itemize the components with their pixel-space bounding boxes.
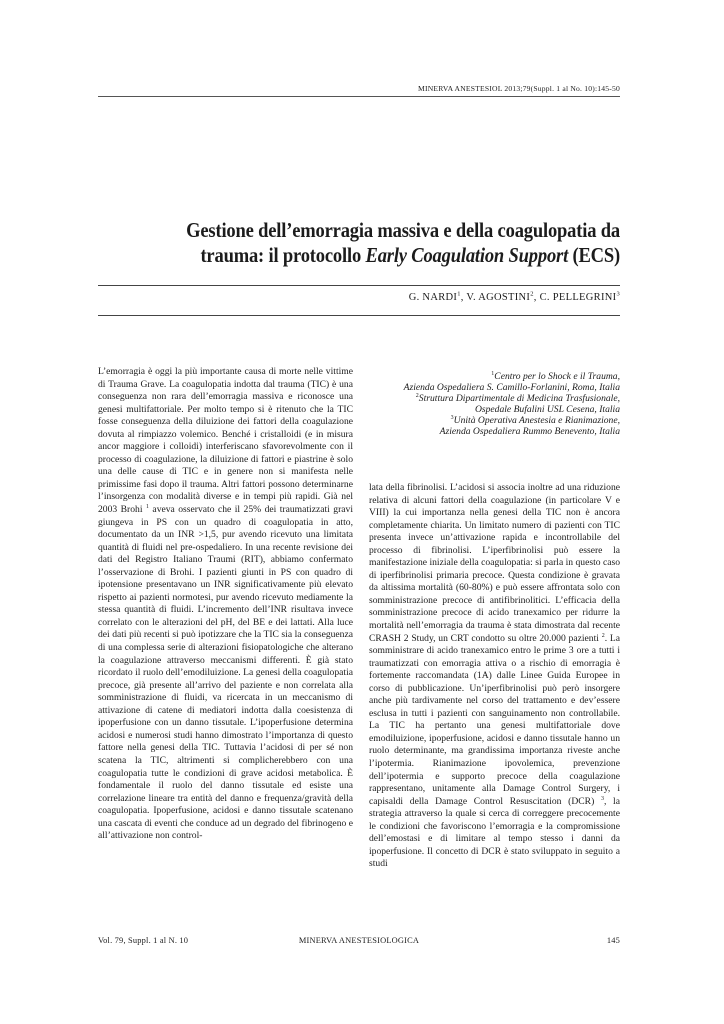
affiliation-line: Azienda Ospedaliera S. Camillo-Forlanini, Roma, Italia xyxy=(403,382,620,393)
page-number: 145 xyxy=(606,936,620,945)
journal-reference: MINERVA ANESTESIOL 2013;79(Suppl. 1 al No. 10):145-50 xyxy=(418,84,620,93)
title-line-1: Gestione dell’emorragia massiva e della coagulopatia da xyxy=(186,220,620,242)
affiliation-line: Struttura Dipartimentale di Medicina Trasfusionale, xyxy=(418,393,620,404)
affiliation-mark: 1 xyxy=(491,370,495,377)
body-text: L’emorragia è oggi la più importante causa di morte nelle vittime di Trauma Grave. La coagulopatia indotta dal trauma (TIC) è una conseguenza non rara dell’emorragia massiva e riconosce una genesi multifattoriale. Per molto tempo si è ritenuto che la TIC fosse conseguenza della diluizione dei fattori della coagulazione dovuta al rimpiazzo volemico. Benché i cristalloidi (e in misura ancor maggiore i colloidi) interferiscano sfavorevolmente con il processo di coagulazione, la diluizione di fattori e piastrine è solo una delle cause di TIC e in genere non si manifesta nelle primissime fasi dopo il trauma. Altri fattori possono determinarne l’insorgenza con modalità diverse e in tempi più rapidi. Già nel 2003 Brohi xyxy=(98,366,353,516)
affiliation-line: Centro per lo Shock e il Trauma, xyxy=(494,371,620,382)
affiliation-3 xyxy=(330,415,620,426)
title-line-2-prefix: trauma: il protocollo xyxy=(200,245,366,267)
affiliation-mark: 3 xyxy=(450,414,454,421)
body-text: lata della fibrinolisi. L’acidosi si associa inoltre ad una riduzione relativa di alcuni fattori della coagulazione (in particolare V e VIII) la cui importanza nella genesi della TIC non è ancora completamente chiarita. Un limitato numero di pazienti con TIC presenta invece un’attivazione rapida e incontrollabile del processo di fibrinolisi. L’iperfibrinolisi può essere la manifestazione iniziale della coagulopatia: si parla in questo caso di iperfibrinolisi primaria precoce. Questa condizione è gravata da altissima mortalità (60-80%) e può essere affrontata solo con somministrazione precoce di antifibrinolitici. L’efficacia della somministrazione precoce di acido tranexamico per ridurre la mortalità nell’emorragia da trauma è stata dimostrata dal recente CRASH 2 Study, un CRT condotto su oltre 20.000 pazienti xyxy=(369,482,620,644)
author-name: G. NARDI xyxy=(408,292,458,303)
author-affiliation-mark: 2 xyxy=(530,290,534,298)
body-text: , la strategia attraverso la quale si cerca di correggere precocemente le condizioni che favoriscono l’emorragia e la compromissione dell’emostasi e di limitare al tempo stesso i danni da ipoperfusione. Il concetto di DCR è stato sviluppato in seguito a studi xyxy=(369,795,620,870)
body-text: . La somministrare di acido tranexamico entro le prime 3 ore a tutti i traumatizzati con emorragia attiva o a rischio di emorragia è fortemente raccomandata (1A) dalle Linee Guida Europee in corso di pubblicazione. Un’iperfibrinolisi può però insorgere anche più tardivamente nel corso del trattamento e dev’essere esclusa in tutti i pazienti con sanguinamento non controllabile. La TIC ha pertanto una genesi multifattoriale dove emodiluizione, ipoperfusione, acidosi e danno tissutale hanno un ruolo determinante, ma grandissima importanza riveste anche l’ipotermia. Rianimazione ipovolemica, prevenzione dell’ipotermia e supporto precoce della coagulazione rappresentano, unitamente alla Damage Control Surgery, i capisaldi della Damage Control Resuscitation (DCR) xyxy=(369,632,621,807)
footer-journal: MINERVA ANESTESIOLOGICA xyxy=(298,936,420,945)
citation-mark: 1 xyxy=(145,503,149,510)
author-separator: , xyxy=(533,292,540,303)
body-paragraph xyxy=(98,366,353,843)
article-title xyxy=(150,219,620,269)
citation-mark: 2 xyxy=(601,632,605,639)
author-affiliation-mark: 1 xyxy=(457,290,461,298)
affiliations xyxy=(330,371,620,437)
running-header xyxy=(98,84,620,97)
footer-volume: Vol. 79, Suppl. 1 al N. 10 xyxy=(98,936,189,945)
author-affiliation-mark: 3 xyxy=(616,290,620,298)
affiliation-line: Azienda Ospedaliera Rummo Benevento, Italia xyxy=(439,426,620,437)
citation-mark: 3 xyxy=(600,795,604,802)
title-line-2-italic: Early Coagulation Support xyxy=(365,245,569,267)
author-separator: , xyxy=(460,292,467,303)
body-column-left xyxy=(98,366,353,843)
affiliation-line: Ospedale Bufalini USL Cesena, Italia xyxy=(474,404,620,415)
body-column-right xyxy=(369,482,620,871)
title-rule-bottom xyxy=(98,315,620,316)
author-name: V. AGOSTINI xyxy=(466,292,531,303)
affiliation-1 xyxy=(330,371,620,382)
body-text: aveva osservato che il 25% dei traumatizzati gravi giungeva in PS con un quadro di coagulopatia in atto, documentato da un INR >1,5, pur avendo ricevuto una limitata quantità di fluidi nel pre-ospedaliero. In una recente revisione dei dati del Registro Italiano Traumi (RIT), abbiamo confermato l’osservazione di Brohi. I pazienti giunti in PS con quadro di ipotensione presentavano un INR significativamente più elevato rispetto ai pazienti normotesi, pur avendo ricevuto mediamente la stessa quantità di fluidi. L’incremento dell’INR risultava invece correlato con le alterazioni del pH, del BE e dei lattati. Alla luce dei dati più recenti si può ipotizzare che la TIC sia la conseguenza di una complessa serie di alterazioni fisiopatologiche che alterano la coagulazione attraverso meccanismi differenti. È già stato ricordato il ruolo dell’emodiluizione. La genesi della coagulopatia precoce, già presente all’arrivo del paziente e non correlata alla somministrazione di fluidi, va ricercata in un meccanismo di attivazione di catene di mediatori indotta dalla coesistenza di ipoperfusione con un danno tissutale. L’ipoperfusione determina acidosi e numerosi studi hanno dimostrato l’importanza di questo fattore nella genesi della TIC. Tuttavia l’acidosi di per sé non scatena la TIC, altrimenti si complicherebbero con una coagulopatia tutte le condizioni di grave acidosi metabolica. È fondamentale il ruolo del danno tissutale ed esiste una correlazione lineare tra entità del danno e frequenza/gravità della coagulopatia. Ipoperfusione, acidosi e danno tissutale scatenano una cascata di eventi che conduce ad un degrado del fibrinogeno e all’attivazione non control- xyxy=(98,504,353,842)
title-rule-top xyxy=(98,285,620,286)
title-line-2-suffix: (ECS) xyxy=(568,245,620,267)
affiliation-2 xyxy=(330,393,620,404)
body-paragraph xyxy=(369,482,620,871)
affiliation-line: Unità Operativa Anestesia e Rianimazione, xyxy=(453,415,620,426)
affiliation-mark: 2 xyxy=(415,392,419,399)
author-name: C. PELLEGRINI xyxy=(539,292,617,303)
author-list xyxy=(409,292,620,303)
